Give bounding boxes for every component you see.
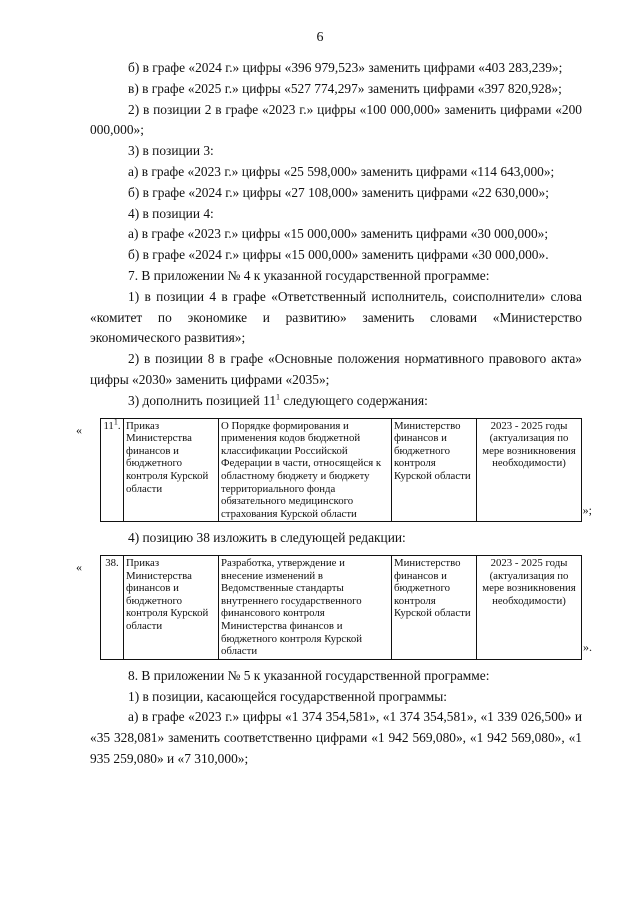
table2-open-quote: « <box>76 560 82 575</box>
table1-num-suffix: . <box>117 419 121 432</box>
page-number: 6 <box>316 30 324 45</box>
table-position-11-1 <box>100 418 582 523</box>
table2-cell-name: Разработка, утверждение и внесение изменений в Ведомственные стандарты внутреннего государственного финансового контроля Министерства финансов и бюджетного контроля Курской области <box>219 556 392 660</box>
paragraph-14: 4) позицию 38 изложить в следующей редакции: <box>128 530 406 546</box>
table1-cell-term: 2023 - 2025 годы (актуализация по мере возникновения необходимости) <box>477 418 582 522</box>
table2-cell-resp: Министерство финансов и бюджетного контроля Курской области <box>392 556 477 660</box>
table1-cell-num <box>101 418 124 522</box>
table1-cell-name: О Порядке формирования и применения кодов бюджетной классификации Российской Федерации в части, относящейся к областному бюджету и бюджету территориального фонда обязательного медицинского страхования Курской области <box>219 418 392 522</box>
table1-num-sup: 1 <box>113 416 118 426</box>
table2-close-quote: ». <box>583 640 592 655</box>
paragraph-7: 4) в позиции 4: <box>128 205 214 221</box>
table-row <box>101 418 582 522</box>
paragraph-12: 2) в позиции 8 в графе «Основные положения нормативного правового акта» цифры «2030» заменить цифрами «2035»; <box>90 351 582 387</box>
paragraph-13-sup: 1 <box>276 392 281 402</box>
paragraph-6: б) в графе «2024 г.» цифры «27 108,000» заменить цифрами «22 630,000»; <box>128 184 549 200</box>
table1-cell-doc: Приказ Министерства финансов и бюджетного контроля Курской области <box>124 418 219 522</box>
paragraph-13-after: следующего содержания: <box>280 392 428 408</box>
paragraph-3: 2) в позиции 2 в графе «2023 г.» цифры «100 000,000» заменить цифрами «200 000,000»; <box>90 101 582 138</box>
document-body <box>76 58 592 770</box>
replaced-position-38 <box>76 555 592 660</box>
table-position-38 <box>100 555 582 660</box>
paragraph-13 <box>90 391 582 412</box>
paragraph-15: 8. В приложении № 5 к указанной государственной программе: <box>128 667 490 683</box>
table1-num: 11 <box>103 419 114 432</box>
paragraph-1: б) в графе «2024 г.» цифры «396 979,523» заменить цифрами «403 283,239»; <box>128 60 563 75</box>
table2-cell-doc: Приказ Министерства финансов и бюджетного контроля Курской области <box>124 556 219 660</box>
table1-cell-resp: Министерство финансов и бюджетного контроля Курской области <box>392 418 477 522</box>
paragraph-11: 1) в позиции 4 в графе «Ответственный исполнитель, соисполнители» слова «комитет по экономике и развитию» заменить словами «Министерство экономического развития»; <box>90 288 582 346</box>
paragraph-17: а) в графе «2023 г.» цифры «1 374 354,581», «1 374 354,581», «1 339 026,500» и «35 328,081» заменить соответственно цифрами «1 942 569,080», «1 942 569,080», «1 935 259,080» и «7 310,000»; <box>90 709 582 767</box>
paragraph-8: а) в графе «2023 г.» цифры «15 000,000» заменить цифрами «30 000,000»; <box>128 226 549 242</box>
paragraph-4: 3) в позиции 3: <box>128 143 214 159</box>
paragraph-2: в) в графе «2025 г.» цифры «527 774,297» заменить цифрами «397 820,928»; <box>128 80 562 96</box>
paragraph-5: а) в графе «2023 г.» цифры «25 598,000» заменить цифрами «114 643,000»; <box>128 163 555 179</box>
paragraph-16: 1) в позиции, касающейся государственной программы: <box>128 688 447 704</box>
table1-open-quote: « <box>76 422 82 437</box>
table-row <box>101 556 582 660</box>
paragraph-10: 7. В приложении № 4 к указанной государственной программе: <box>128 267 490 283</box>
table2-cell-num: 38. <box>101 556 124 660</box>
table2-cell-term: 2023 - 2025 годы (актуализация по мере возникновения необходимости) <box>477 556 582 660</box>
table1-close-quote: »; <box>582 502 592 517</box>
inserted-position-11-1 <box>76 416 592 523</box>
paragraph-9: б) в графе «2024 г.» цифры «15 000,000» заменить цифрами «30 000,000». <box>128 247 549 263</box>
paragraph-13-before: 3) дополнить позицией 11 <box>128 392 277 408</box>
